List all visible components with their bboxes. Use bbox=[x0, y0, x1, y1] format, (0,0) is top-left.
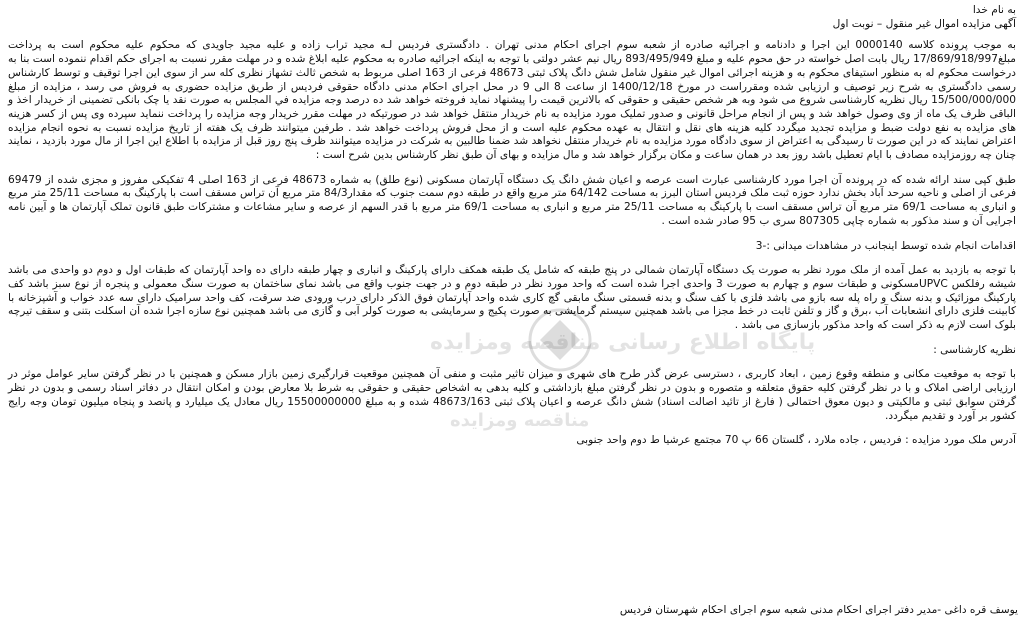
invocation-line: به نام خدا bbox=[972, 4, 1016, 16]
property-address: آدرس ملک مورد مزايده : فرديس ، جاده ملارد ، گلستان 66 پ 70 مجتمع عرشيا ط دوم واحد جنوبی bbox=[576, 434, 1016, 447]
heading-expert-opinion: نظريه کارشناسی : bbox=[933, 343, 1016, 356]
legal-notice-document bbox=[8, 4, 1016, 618]
paragraph-field-observations: با توجه به بازديد به عمل آمده از ملک مورد نظر به صورت يک دستگاه آپارتمان شمالی در پنج طبقه که شامل يک طبقه همکف دارای پارکينگ و انباری و چهار طبقه دارای ده واحد آپارتمان که طبقات اول و دوم دو واحدی می باشد شيشه رفلکس UPVCمسکونی و طبقات سوم و چهارم به صورت 3 واحدی اجرا شده است که واحد مورد نظر در طبقه دوم و در جهت جنوب واقع می باشد نمای ساختمان به صورت سنگ معمولی و پنجره از نوع سبز باشد کف پارکينگ موزائيک و بدنه سنگ و راه پله سه بازو می باشد فلزی با کف سنگ و بدنه قسمتی سنگ مابقی گچ کاری شده واحد آپارتمان فوق الذکر دارای درب ورودی ضد سرقت، کف واحد سراميک دارای سه عدد خواب و آشپزخانه با کابينت فلزی دارای انشعابات آب ،برق و گاز و تلفن ثابت در خط مجزا می باشد همچنين سيستم گرمايشی به صورت پکيج و سرمايشی به صورت کولر آبی و گازی می باشد همچنين نوع سازه اجرا شده آن اسکلت بتنی و سقف تيرچه بلوک است لازم به ذکر است که واحد مذکور بازسازی می باشد . bbox=[8, 264, 1017, 332]
spacer bbox=[8, 166, 1016, 174]
signature-line: يوسف قره داغی -مدير دفتر اجرای احکام مدنی شعبه سوم اجرای احکام شهرستان فرديس bbox=[619, 604, 1018, 616]
notice-title: آگهی مزایده اموال غیر منقول – نوبت اول bbox=[832, 17, 1016, 30]
paragraph-auction-terms: به موجب پرونده کلاسه 0000140 اين اجرا و دادنامه و اجرائيه صادره از شعبه سوم اجرای احکام مدنی تهران . دادگستری فردیس لـه مجید تراب زاده و علیه مجید جاویدی که محکوم علیه محکوم است به پرداخت مبلغ17/869/918/997 ريال بابت اصل خواسته در حق محوم علیه و مبلغ 893/495/949 ريال نيم عشر دولتی با توجه به اینکه اجرائیه صادره به محکوم عليه ابلاغ شده و در مهلت مقرر نسبت به اجرای حکم اقدام ننموده است بنا به درخواست محکوم له به منظور استيفای محکوم به و هزينه اجرائی اموال غير منقول شامل شش دانگ پلاک ثبتی 48673 فرعی از 163 اصلی مربوط به شخص ثالث تشهاز نظری کله سر از سوی این اجرا توقيف و توسط کارشناس رسمی دادگستری به شرح زیر توصيف و ارزيابی شده ومقرراست در مورخ 1400/12/18 از ساعت 8 الی 9 در محل اجرای احکام مدنی دادگاه حقوقی فردیس از طريق مزايده حضوری به فروش می رسد ، مزايده از مبلغ 15/500/000/000 ريال نظريه کارشناسی شروع می شود وبه هر شخص حقيقی و حقوقی که بالاترين قيمت را پيشنهاد نمايد فروخته خواهد شد ده درصد وجه مزايده في المجلس به صورت نقد يا چک بانکی تضمينی از خريدار اخذ و الباقی ظرف يک ماه از وی وصول خواهد شد و پس از انجام مراحل قانونی و صدور تمليک مورد مزايده به نام خريدار منتقل خواهد شد در صورتيکه در مهلت مقرر خريدار وجه مزايده را پرداخت ننمايد سپرده وی پس از کسر هزينه های مزايده به نفع دولت ضبط و مزايده تجديد ميگردد کليه هزينه های نقل و انتقال به عهده محکوم عليه است و از محل فروش پرداخت خواهد شد . طرفين ميتوانند ظرف يک هفته از تاريخ مزايده نسبت به نحوه انجام مزايده اعتراض نمايند که در اين صورت تا رسيدگی به اعتراض از سوی دادگاه مورد مزايده به نام خريدار منتقل نخواهد شد ضمنا طالبين به شرکت در مزايده ميتوانند ظرف پنج روز قبل از مزايده با اطلاع اين اجرا از مال مورد بازديد ، نمايند چنان چه روزمزايده مصادف با ايام تعطيل باشد روز بعد در همان ساعت و مکان برگزار خواهد شد و مال مزايده و بهای آن طبق نظر کارشناس بدين شرح است : bbox=[8, 39, 1016, 162]
spacer bbox=[8, 232, 1016, 240]
watermark-text-secondary: مناقصه ومزایده bbox=[450, 410, 590, 431]
paragraph-expert-opinion: با توجه به موقعيت مکانی و منطقه وقوع زمين ، ابعاد کاربری ، دسترسی عرض گذر طرح های شهری و ميزان تاثير مثبت و منفی آن همچنين موقعيت قرارگيری زمين بازار مسکن و همچنين با در نظر گرفتن ساير عوامل موثر در ارزيابی اراضی املاک و با در نظر گرفتن کليه حقوق متعلقه و متصوره و بدون در نظر گرفتن مبلغ بازداشتی و کليه بدهی به اشخاص حقيقی و حقوقی به شرط بلا معارض بودن و امکان انتقال در دفاتر اسناد رسمی و بدون در نظر گرفتن سوابق ثبتی و مالکيتی و ديون معوق احتمالی ( فارغ از تائيد اصالت اسناد) شش دانگ عرصه و اعيان پلاک ثبتی 48673/163 شده و به مبلغ 15500000000 ريال معادل يک ميليارد و پانصد و پنجاه ميليون تومان وجه رايج کشور بر آورد و تقديم ميگردد. bbox=[8, 368, 1016, 422]
paragraph-property-description: طبق کپی سند ارائه شده که در پرونده آن اجرا مورد کارشناسی عبارت است عرصه و اعيان شش دانگ يک دستگاه آپارتمان مسکونی (نوع طلق) به شماره 48673 فرعی از 163 اصلی 4 تفکيکی مفروز و مجزی شده از 69479 فرعی از اصلی و ناحيه سرحد آباد بخش ندارد حوزه ثبت ملک فرديس استان البرز به مساحت 64/142 متر مربع واقع در طبقه دوم سمت جنوب که مقدار84/3 متر مربع آن تراس مسقف است با پارکينگ به مساحت 25/11 متر مربع و انباری به مساحت 69/1 متر مربع آن تراس مسقف است با پارکينگ به مساحت 25/11 متر مربع و انباری به مساحت 69/1 متر مربع با قدر السهم از عرصه و ساير مشاعات و مشترکات طبق قانون تملک آپارتمان ها و آيين نامه اجرايی آن و سند مذکور به شماره چاپی 807305 سری ب 95 صادر شده است . bbox=[8, 173, 1017, 227]
watermark-text-primary: پایگاه اطلاع رسانی مناقصه ومزایده bbox=[430, 330, 816, 355]
heading-field-observations: اقدامات انجام شده توسط اينجانب در مشاهدات ميدانی :-3 bbox=[755, 239, 1016, 252]
